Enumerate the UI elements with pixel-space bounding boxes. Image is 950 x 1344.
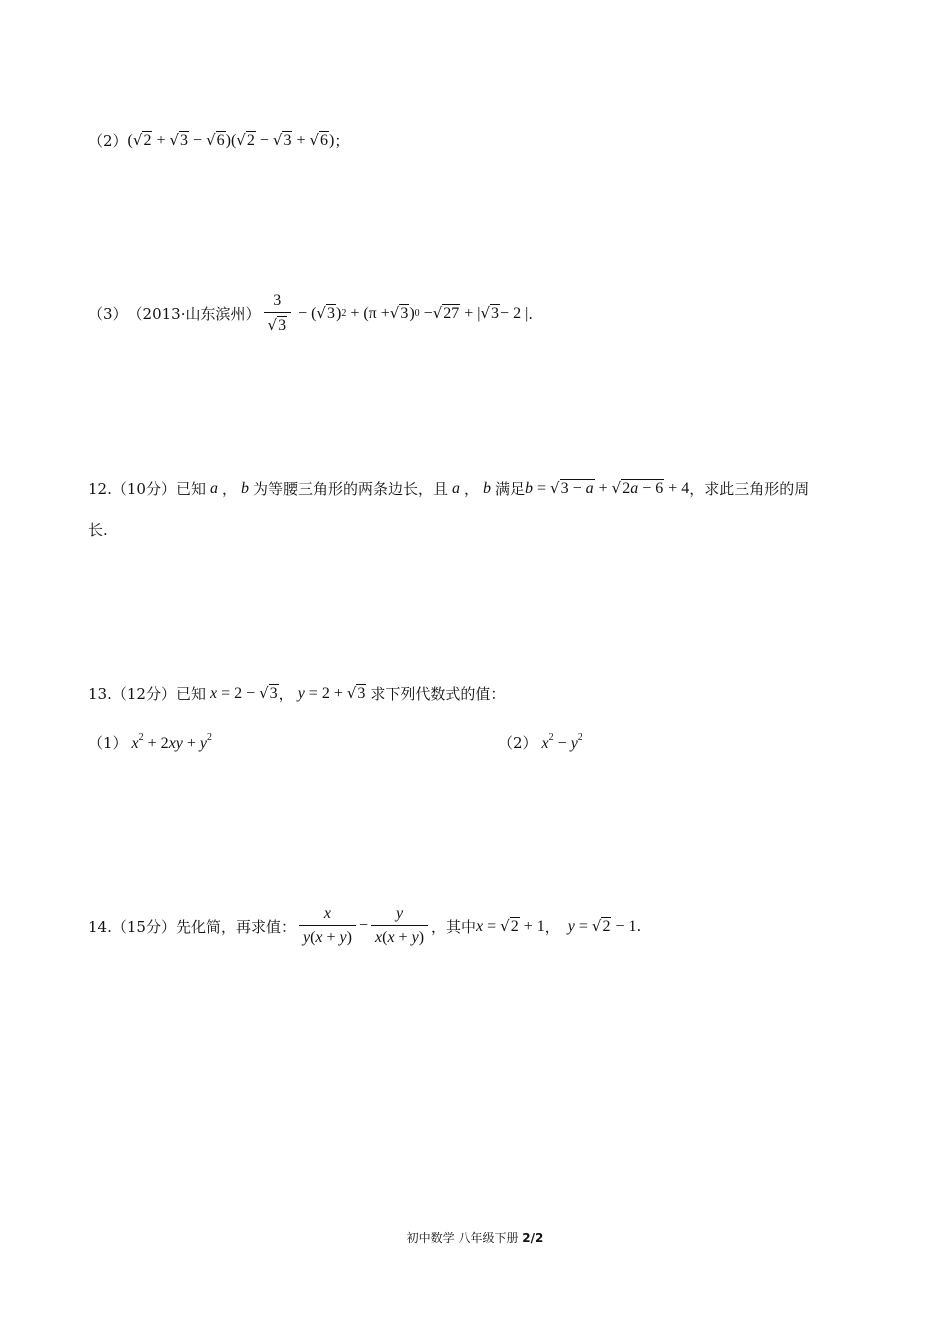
q13-tail: 求下列代数式的值： bbox=[370, 685, 506, 703]
footer-page-number: 2/2 bbox=[522, 1231, 544, 1245]
q14-line bbox=[88, 905, 641, 947]
q12-label: 12.（10分）已知 bbox=[88, 480, 206, 498]
q12-line1 bbox=[88, 478, 809, 499]
q12-text3: ， bbox=[463, 480, 479, 498]
var-a2: a bbox=[447, 479, 464, 497]
q11-part2-expression: (√2 + √3 − √6)(√2 − √3 + √6) bbox=[127, 131, 335, 149]
q11-part2-end: ； bbox=[334, 132, 350, 150]
q14-x-value: x = √2 + 1 bbox=[476, 916, 545, 935]
q14-end: . bbox=[636, 917, 642, 935]
q11-part3-source: （2013·山东滨州） bbox=[127, 305, 261, 323]
q14-label: 14.（15分）先化简，再求值： bbox=[88, 917, 296, 936]
fraction-3-over-sqrt3: $\frac{3}{√3}$ bbox=[264, 292, 292, 335]
q12-text5: ，求此三角形的周 bbox=[689, 480, 810, 498]
q12-line2-text: 长. bbox=[88, 521, 108, 539]
q13-x-value: x = 2 − √3 bbox=[209, 684, 278, 702]
q12-text1: ， bbox=[221, 480, 237, 498]
q13-sub2-expression: $x^2 - y^2$ bbox=[541, 732, 583, 752]
q11-part3-expression: $\frac{3}{√3}$ − ( √3 ) 2 + (π + √3 ) 0 − √27 + | √3 − 2 | bbox=[261, 292, 529, 335]
footer-text: 初中数学 八年级下册 bbox=[406, 1231, 519, 1245]
var-b: b bbox=[236, 479, 253, 497]
q13-sub1 bbox=[88, 732, 212, 753]
page-footer bbox=[0, 1229, 950, 1246]
q13-label: 13.（12分）已知 bbox=[88, 685, 206, 703]
q13-sub1-label: （1） bbox=[88, 734, 128, 752]
fraction-x-over-y: $\frac{x}{y(x + y)}$ bbox=[299, 905, 356, 947]
var-b2: b bbox=[479, 479, 495, 497]
fraction-y-over-x: $\frac{y}{x(x + y)}$ bbox=[371, 905, 428, 947]
q14-y-value: y = √2 − 1 bbox=[567, 916, 637, 935]
q13-sep: ， bbox=[278, 685, 294, 703]
var-a: a bbox=[205, 479, 222, 497]
q13-sub2-label: （2） bbox=[498, 734, 538, 752]
q11-part3-end: . bbox=[528, 304, 534, 323]
q14-mid: ，其中 bbox=[431, 917, 477, 936]
q11-part2-label: （2） bbox=[88, 132, 128, 150]
q12-text4: 满足 bbox=[495, 480, 526, 498]
q13-line1 bbox=[88, 683, 505, 704]
q14-expression: $\frac{x}{y(x + y)}$ − $\frac{y}{x(x + y)}$ bbox=[296, 905, 431, 947]
q13-y-value: y = 2 + √3 bbox=[297, 684, 366, 702]
q12-text2: 为等腰三角形的两条边长，且 bbox=[252, 480, 448, 498]
q11-part3-label: （3） bbox=[88, 305, 128, 323]
q12-line2 bbox=[88, 519, 108, 540]
q13-sub2 bbox=[498, 732, 583, 753]
q12-equation: b = √3 − a + √2a − 6 + 4 bbox=[525, 479, 690, 497]
q11-part3 bbox=[88, 292, 533, 335]
q14-sep: ， bbox=[544, 917, 560, 936]
q11-part2 bbox=[88, 130, 349, 151]
q13-sub1-expression: $x^2 + 2xy + y^2$ bbox=[131, 732, 213, 752]
